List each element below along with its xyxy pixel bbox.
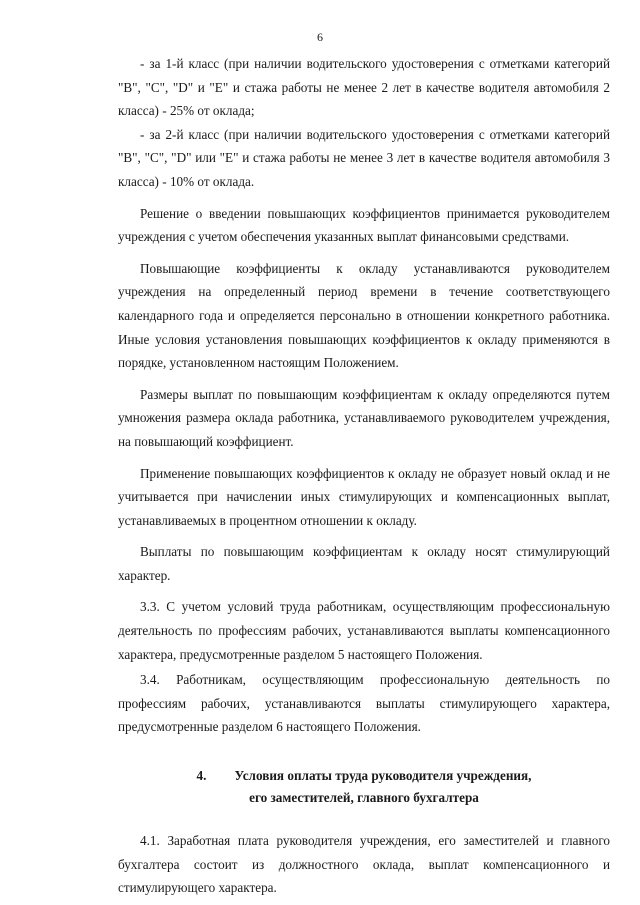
paragraph-stimulating-nature: Выплаты по повышающим коэффициентам к окладу носят стимулирующий характер. <box>118 544 610 583</box>
section-4-heading <box>118 765 610 809</box>
paragraph-coefficients-period: Повышающие коэффициенты к окладу устанавливаются руководителем учреждения на определенный период времени в течение соответствующего календарного года и определяется персонально в отношении конкретного работника. Иные условия установления повышающих коэффициентов к окладу применяются в порядке, установленном настоящим Положением. <box>118 260 610 371</box>
spacer <box>118 532 610 540</box>
paragraph-no-new-salary: Применение повышающих коэффициентов к окладу не образует новый оклад и не учитывается при начислении иных стимулирующих и компенсационных выплат, устанавливаемых в процентном отношении к окладу. <box>118 465 610 528</box>
paragraph-class-2: - за 2-й класс (при наличии водительского удостоверения с отметками категорий "B", "C", "D" или "E" и стажа работы не менее 3 лет в качестве водителя автомобиля 3 класса) - 10% от оклада. <box>118 126 610 189</box>
paragraph-3-4: 3.4. Работникам, осуществляющим профессиональную деятельность по профессиям рабочих, устанавливаются выплаты стимулирующего характера, предусмотренные разделом 6 настоящего Положения. <box>118 672 610 735</box>
paragraph-4-1: 4.1. Заработная плата руководителя учреждения, его заместителей и главного бухгалтера состоит из должностного оклада, выплат компенсационного и стимулирующего характера. <box>118 833 610 896</box>
section-4-number: 4. <box>196 768 207 784</box>
document-body <box>118 52 610 900</box>
section-4-title-line-2: его заместителей, главного бухгалтера <box>249 790 479 806</box>
paragraph-3-3: 3.3. С учетом условий труда работникам, осуществляющим профессиональную деятельность по профессиям рабочих, устанавливаются выплаты компенсационного характера, предусмотренные разделом 5 настоящего Положения. <box>118 599 610 662</box>
spacer <box>118 587 610 595</box>
paragraph-decision: Решение о введении повышающих коэффициентов принимается руководителем учреждения с учетом обеспечения указанных выплат финансовыми средствами. <box>118 205 610 245</box>
section-4-title-line-1: Условия оплаты труда руководителя учреждения, <box>234 768 532 784</box>
spacer <box>118 375 610 383</box>
paragraph-payment-size: Размеры выплат по повышающим коэффициентам к окладу определяются путем умножения размера оклада работника, устанавливаемого руководителем учреждения, на повышающий коэффициент. <box>118 386 610 449</box>
section-4-heading-line-1 <box>118 765 610 787</box>
spacer <box>118 454 610 462</box>
spacer <box>118 249 610 257</box>
paragraph-class-1: - за 1-й класс (при наличии водительского удостоверения с отметками категорий "B", "C", "D" и "E" и стажа работы не менее 2 лет в качестве водителя автомобиля 2 класса) - 25% от оклада; <box>118 56 610 119</box>
spacer <box>118 194 610 202</box>
page-number: 6 <box>317 30 323 44</box>
